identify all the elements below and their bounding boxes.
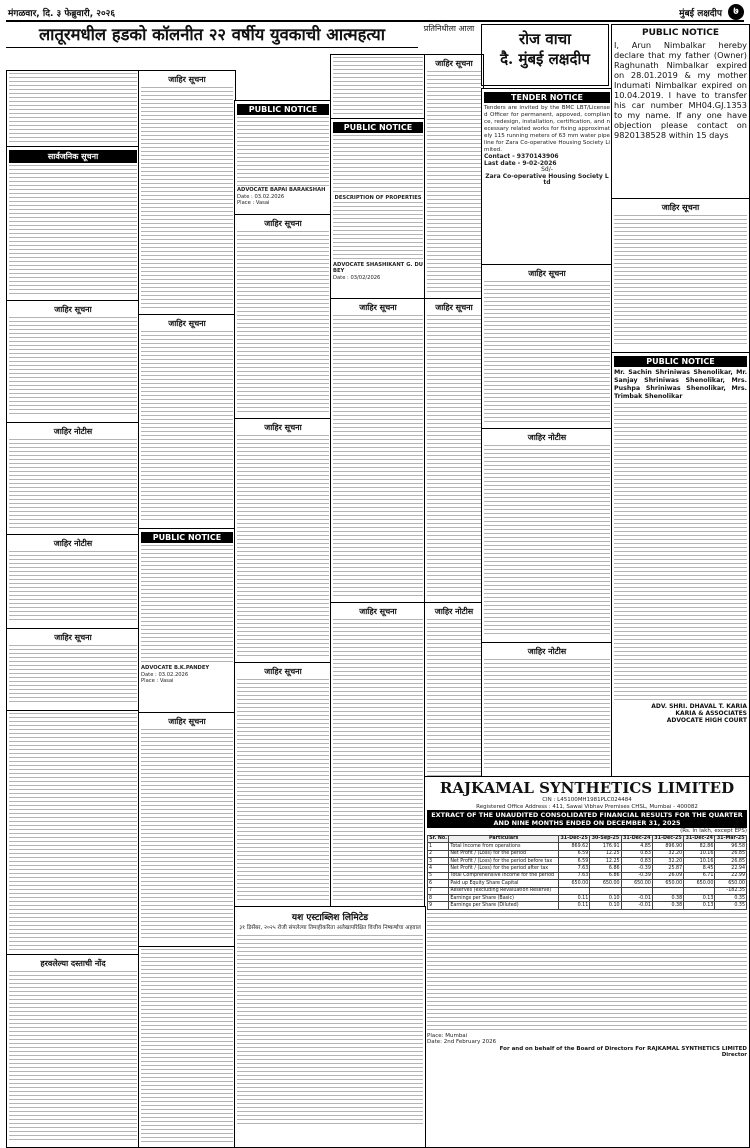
table-cell: 12.25 <box>590 850 621 857</box>
table-row <box>428 850 747 857</box>
jahir-suchana-box-11 <box>424 54 484 300</box>
jahir-suchana-box-9 <box>330 298 426 604</box>
notice-title: जाहिर नोटीस <box>434 607 474 616</box>
table-cell: 7 <box>428 887 449 894</box>
table-cell: 6.59 <box>559 850 590 857</box>
notice-title: जाहिर सूचना <box>661 203 700 212</box>
tender-society: Zara Co-operative Housing Society Ltd <box>485 172 609 187</box>
headline: लातूरमधील हडको कॉलनीत २२ वर्षीय युवकाची आत्महत्या <box>6 24 418 48</box>
tender-contact: Contact - 9370143906 <box>484 153 559 160</box>
table-row <box>428 843 747 850</box>
table-header-cell: 30-Sep-25 <box>591 836 620 842</box>
rajkamal-title: RAJKAMAL SYNTHETICS LIMITED <box>439 779 735 797</box>
table-cell: 0.38 <box>652 902 683 909</box>
jahir-suchana-box-3 <box>138 70 236 316</box>
notice-title: जाहिर सूचना <box>168 319 206 328</box>
notice-title: जाहिर नोटीस <box>527 647 567 656</box>
jahir-notice-box-5 <box>481 642 613 778</box>
table-cell: 32.20 <box>652 857 683 864</box>
table-cell: 7.63 <box>559 865 590 872</box>
page-number: ७ <box>728 4 744 20</box>
jahir-suchana-box-10 <box>330 602 426 908</box>
table-cell: Net Profit / (Loss) for the period <box>449 850 559 857</box>
table-cell: 650.00 <box>684 880 715 887</box>
header-date: मंगळवार, दि. ३ फेब्रुवारी, २०२६ <box>8 9 116 19</box>
masthead-box <box>481 24 609 86</box>
table-cell <box>621 887 652 894</box>
tender-body: Tenders are invited by the BMC LBT/Licensed Officer for permanent, appoved, compliance, redesign, installation, certification, and necessary related works for fixing approximately 115 running meters of 63 mm water pipeline for Zara Co-operative Housing Society Limited. <box>484 105 610 153</box>
headline-byline: प्रतिनिधीला आला <box>423 24 475 33</box>
table-cell: 9 <box>428 902 449 909</box>
table-cell: -182.35 <box>715 887 747 894</box>
jahir-notice-box-2 <box>6 534 140 630</box>
sarvajanik-suchana-box <box>6 146 140 302</box>
bottom-results-ad <box>234 906 426 1148</box>
adv-role: ADVOCATE HIGH COURT <box>666 717 747 724</box>
jahir-suchana-box-7 <box>234 418 332 664</box>
public-notice-mid-box <box>330 118 426 300</box>
table-cell: Total Comprehensive Income for the period <box>449 872 559 879</box>
table-cell: 650.00 <box>715 880 747 887</box>
notice-date: Date : 03.02.2026 <box>237 193 285 200</box>
notice-signer: ADVOCATE BAPAI BARAKSHAH <box>237 187 326 193</box>
news-article-left <box>6 70 140 148</box>
table-cell: 0.38 <box>652 894 683 901</box>
table-cell: 8 <box>428 894 449 901</box>
table-cell: 96.58 <box>715 843 747 850</box>
public-notice-right-body: I, Arun Nimbalkar hereby declare that my father (Owner) Raghunath Nimbalkar expired on 28.01.2019 & my mother Indumati Nimbalkar expired on 10.04.2019. I have to transfer his car number MH04.GJ.1353 to my name. If any one have objection please contact on 9820138528 within 15 days <box>614 40 747 140</box>
table-cell: 6.59 <box>559 857 590 864</box>
table-cell: Earnings per Share (Diluted) <box>449 902 559 909</box>
jahir-suchana-box-6 <box>234 214 332 420</box>
notice-title: जाहिर सूचना <box>264 423 302 432</box>
table-cell: 8.45 <box>684 865 715 872</box>
table-cell: 0.13 <box>684 902 715 909</box>
table-cell: 650.00 <box>590 880 621 887</box>
notice-title: PUBLIC NOTICE <box>237 104 329 115</box>
description-title: DESCRIPTION OF PROPERTIES <box>334 195 422 201</box>
table-cell: 896.90 <box>652 843 683 850</box>
rajkamal-office: Registered Office Address : 411, Sawai Vibhav Premises CHSL, Mumbai - 400082 <box>476 803 698 810</box>
table-header-cell: 31-Dec-25 <box>560 836 588 842</box>
jahir-notice-box-1 <box>6 422 140 536</box>
page-header <box>6 4 744 22</box>
table-cell: 26.85 <box>715 857 747 864</box>
notice-title: जाहिर नोटीस <box>53 539 93 548</box>
table-cell: 25.87 <box>652 865 683 872</box>
table-row <box>428 902 747 909</box>
notice-signer: ADVOCATE SHASHIKANT G. DUBEY <box>333 261 423 275</box>
table-cell: 0.35 <box>715 894 747 901</box>
table-cell: 0.11 <box>559 894 590 901</box>
table-cell: 10.16 <box>684 857 715 864</box>
tender-title: TENDER NOTICE <box>484 92 610 103</box>
public-notice-second-box <box>138 528 236 714</box>
table-cell: -0.01 <box>621 894 652 901</box>
table-cell: Earnings per Share (Basic) <box>449 894 559 901</box>
rajkamal-sign: For and on behalf of the Board of Directors For RAJKAMAL SYNTHETICS LIMITED <box>499 1045 747 1052</box>
table-header-cell: 31-Dec-24 <box>623 836 651 842</box>
notice-place: Place : Vasai <box>141 678 174 685</box>
public-notice-left-box <box>234 100 332 216</box>
public-notice-adv-box <box>611 352 750 778</box>
table-cell <box>652 887 683 894</box>
notice-title: जाहिर सूचना <box>435 59 473 68</box>
table-cell <box>590 887 621 894</box>
rajkamal-results-table <box>427 835 747 910</box>
table-cell: 1 <box>428 843 449 850</box>
table-cell: 0.13 <box>684 894 715 901</box>
notice-place: Place : Vasai <box>237 200 270 207</box>
table-cell: 2 <box>428 850 449 857</box>
rajkamal-director: Director <box>721 1051 747 1058</box>
adv-firm: KARIA & ASSOCIATES <box>675 710 747 717</box>
notice-title: जाहिर सूचना <box>359 607 397 616</box>
table-cell: 6.86 <box>590 865 621 872</box>
table-cell: 0.83 <box>621 857 652 864</box>
table-cell: -0.01 <box>621 902 652 909</box>
table-header-cell: Particulars <box>449 835 559 842</box>
bottom-ad-subtitle: ३१ डिसेंबर, २०२५ रोजी संपलेल्या तिमाहीकरिता अलेखापरिक्षित वित्तीय निष्कर्षाचा अहवाल <box>239 925 421 931</box>
notice-title: PUBLIC NOTICE <box>333 122 423 133</box>
table-cell: 32.20 <box>652 850 683 857</box>
table-cell: 22.99 <box>715 872 747 879</box>
notice-column-1-lower <box>6 710 140 956</box>
notice-title: हरवलेल्या दस्ताची नोंद <box>40 959 106 968</box>
table-header-cell: 31-Dec-24 <box>685 836 713 842</box>
public-notice-adv-names: Mr. Sachin Shriniwas Shenolikar, Mr. Sanjay Shriniwas Shenolikar, Mrs. Pushpa Shriniwas Shenolikar, Mrs. Trimbak Shenolikar <box>614 369 747 400</box>
table-cell: 82.86 <box>684 843 715 850</box>
table-cell: Reserves (excluding Revaluation Reserve) <box>449 887 559 894</box>
rajkamal-cin: CIN : L45100MH1981PLC024484 <box>542 797 632 803</box>
tender-notice-box <box>481 88 613 266</box>
table-cell: 12.25 <box>590 857 621 864</box>
table-row <box>428 865 747 872</box>
table-cell: 7.63 <box>559 872 590 879</box>
notice-title: जाहिर सूचना <box>359 303 397 312</box>
table-cell: 869.62 <box>559 843 590 850</box>
news-article-mid <box>330 54 426 120</box>
gahal-notice-box <box>6 954 140 1148</box>
table-cell: 3 <box>428 857 449 864</box>
table-cell: 26.85 <box>715 850 747 857</box>
rajkamal-unit: (Rs. In lakh, except EPS) <box>680 828 747 835</box>
table-cell: 10.16 <box>684 850 715 857</box>
table-cell: 6.71 <box>684 872 715 879</box>
table-cell: 22.94 <box>715 865 747 872</box>
table-cell: 650.00 <box>652 880 683 887</box>
adv-signer: ADV. SHRI. DHAVAL T. KARIA <box>651 703 747 710</box>
table-cell: 176.91 <box>590 843 621 850</box>
notice-date: Date : 03/02/2026 <box>333 274 381 281</box>
notice-title: सार्वजनिक सूचना <box>9 150 137 163</box>
notice-title: जाहिर सूचना <box>264 219 302 228</box>
table-row <box>428 857 747 864</box>
jahir-suchana-box-12 <box>424 298 484 604</box>
notice-signer: ADVOCATE B.K.PANDEY <box>141 665 210 671</box>
tender-last-date: Last date - 9-02-2026 <box>484 159 557 167</box>
notice-title: जाहिर सूचना <box>168 75 206 84</box>
table-row <box>428 880 747 887</box>
rajkamal-extract-title: EXTRACT OF THE UNAUDITED CONSOLIDATED FINANCIAL RESULTS FOR THE QUARTER AND NINE MONTHS ENDED ON DECEMBER 31, 2025 <box>427 810 747 828</box>
table-row <box>428 872 747 879</box>
table-cell: 0.10 <box>590 894 621 901</box>
masthead-line2: दै. मुंबई लक्षदीप <box>500 50 590 68</box>
table-header-cell: 31-Dec-25 <box>654 836 682 842</box>
rajkamal-date: Date: 2nd February 2026 <box>427 1039 497 1046</box>
masthead-line1: रोज वाचा <box>518 30 571 48</box>
table-cell: Net Profit / (Loss) for the period after tax <box>449 865 559 872</box>
jahir-suchana-box-4 <box>138 314 236 530</box>
table-cell: 6 <box>428 880 449 887</box>
jahir-suchana-box-8 <box>234 662 332 908</box>
notice-title: PUBLIC NOTICE <box>614 356 747 367</box>
notice-title: जाहिर सूचना <box>54 305 92 314</box>
tender-sd: Sd/- <box>541 166 553 174</box>
table-cell: 0.10 <box>590 902 621 909</box>
jahir-suchana-box-14 <box>611 198 750 354</box>
table-cell: 650.00 <box>621 880 652 887</box>
jahir-notice-box-4 <box>481 428 613 644</box>
table-cell: 0.11 <box>559 902 590 909</box>
table-cell <box>684 887 715 894</box>
jahir-suchana-box-1 <box>6 300 140 424</box>
notice-title: जाहिर सूचना <box>528 269 566 278</box>
table-cell: 650.00 <box>559 880 590 887</box>
table-cell: 0.35 <box>715 902 747 909</box>
table-cell: 26.09 <box>652 872 683 879</box>
public-notice-right-box <box>611 24 750 200</box>
table-header-cell: 31-Mar-25 <box>716 836 745 842</box>
jahir-suchana-box-2 <box>6 628 140 712</box>
table-cell: Total Income from operations <box>449 843 559 850</box>
notice-date: Date : 03.02.2026 <box>141 671 189 678</box>
header-paper: मुंबई लक्षदीप <box>679 9 722 19</box>
table-cell: Net Profit / (Loss) for the period before tax <box>449 857 559 864</box>
bottom-ad-title: यश एस्टाब्लिश लिमिटेड <box>291 913 369 923</box>
notice-title: जाहिर नोटीस <box>527 433 567 442</box>
notice-title: जाहिर सूचना <box>264 667 302 676</box>
notice-title: जाहिर नोटीस <box>53 427 93 436</box>
table-cell: 4 <box>428 865 449 872</box>
notice-title: जाहिर सूचना <box>435 303 473 312</box>
jahir-suchana-box-5 <box>138 712 236 948</box>
table-cell: Paid up Equity Share Capital <box>449 880 559 887</box>
table-cell: -0.39 <box>621 865 652 872</box>
rajkamal-place: Place: Mumbai <box>427 1032 468 1039</box>
jahir-suchana-box-13 <box>481 264 613 430</box>
notice-title: PUBLIC NOTICE <box>641 28 719 38</box>
table-cell: -0.39 <box>621 872 652 879</box>
table-row <box>428 887 747 894</box>
table-cell: 5 <box>428 872 449 879</box>
rajkamal-results-box <box>424 776 750 1148</box>
table-cell <box>559 887 590 894</box>
notice-title: PUBLIC NOTICE <box>141 532 233 543</box>
notice-title: जाहिर सूचना <box>168 717 206 726</box>
table-cell: 0.83 <box>621 850 652 857</box>
table-cell: 4.85 <box>621 843 652 850</box>
notice-column-2-lower <box>138 946 236 1148</box>
table-header-cell: Sr. No. <box>429 836 448 842</box>
table-cell: 6.86 <box>590 872 621 879</box>
table-row <box>428 894 747 901</box>
notice-title: जाहिर सूचना <box>54 633 92 642</box>
